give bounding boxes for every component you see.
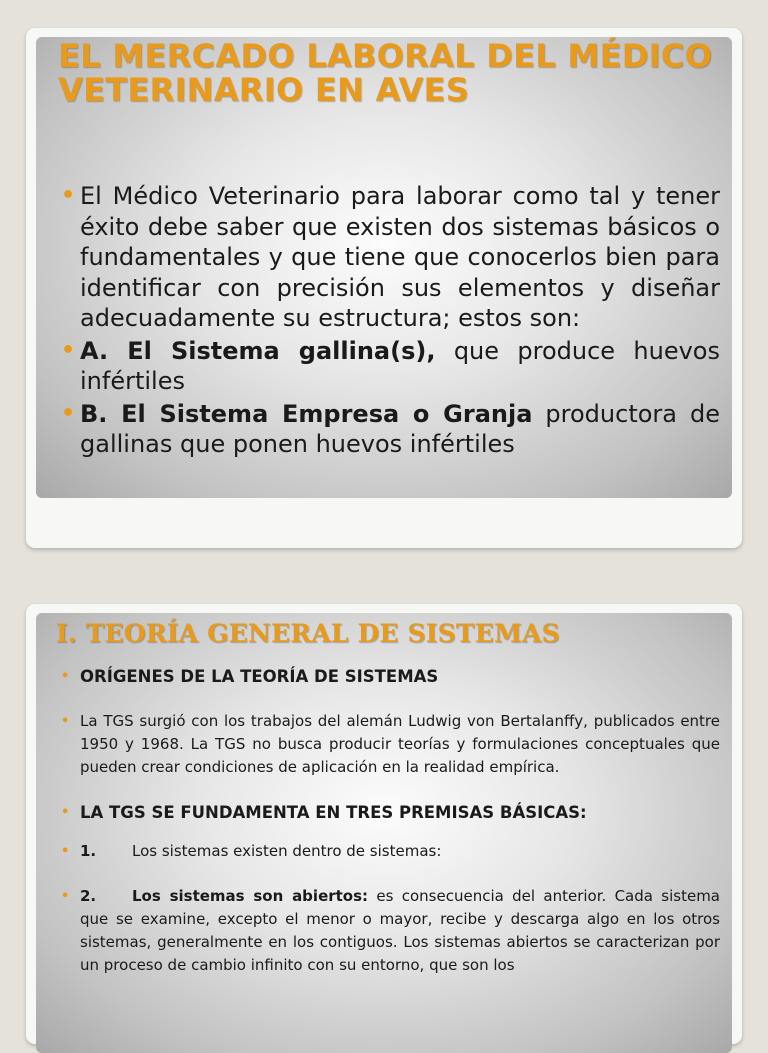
list-item xyxy=(61,885,720,977)
bullet-icon: • xyxy=(61,714,70,729)
section-heading-text: LA TGS SE FUNDAMENTA EN TRES PREMISAS BÁSICAS: xyxy=(80,803,587,822)
slide-1-title: EL MERCADO LABORAL DEL MÉDICO VETERINARIO EN AVES xyxy=(58,37,713,109)
bullet-bold-text: B. El Sistema Empresa o Granja xyxy=(80,399,533,428)
section-heading xyxy=(61,801,720,824)
item-text: Los sistemas existen dentro de sistemas: xyxy=(132,842,442,860)
item-bold-text: Los sistemas son abiertos: xyxy=(132,887,369,905)
list-item xyxy=(61,840,720,863)
bullet-icon: • xyxy=(61,669,70,684)
slide-1 xyxy=(26,28,742,548)
bullet-item xyxy=(61,399,721,460)
bullet-icon: • xyxy=(61,844,70,859)
paragraph xyxy=(61,710,720,779)
section-heading xyxy=(61,665,720,688)
bullet-icon: • xyxy=(61,400,76,426)
item-text: es consecuencia del anterior. Cada sistema que se examine, excepto el menor o mayor, recibe y descarga algo en los otros sistemas, generalmente en los contiguos. Los sistemas abiertos se caracterizan por un proceso de cambio infinito con su entorno, que son los xyxy=(80,887,720,974)
bullet-icon: • xyxy=(61,183,76,208)
slide-2-title: I. TEORÍA GENERAL DE SISTEMAS xyxy=(56,619,560,648)
bullet-text: que produce huevos infértiles xyxy=(80,336,720,395)
bullet-icon: • xyxy=(61,889,70,904)
slide-2-bullet-list xyxy=(61,665,720,999)
paragraph-text: La TGS surgió con los trabajos del alemán Ludwig von Bertalanffy, publicados entre 1950 y 1968. La TGS no busca producir teorías y formulaciones conceptuales que pueden crear condiciones de aplicación en la realidad empírica. xyxy=(80,712,720,776)
bullet-item xyxy=(61,181,720,334)
section-heading-text: ORÍGENES DE LA TEORÍA DE SISTEMAS xyxy=(80,667,439,686)
item-number: 2. xyxy=(80,887,97,905)
bullet-bold-text: A. El Sistema gallina(s), xyxy=(80,336,436,365)
bullet-text: El Médico Veterinario para laborar como tal y tener éxito debe saber que existen dos sistemas básicos o fundamentales y que tiene que conocerlos bien para identificar con precisión sus elementos y diseñar adecuadamente su estructura; estos son: xyxy=(80,182,720,332)
bullet-icon: • xyxy=(61,805,70,820)
item-number: 1. xyxy=(80,842,97,860)
bullet-text: productora de gallinas que ponen huevos infértiles xyxy=(80,399,721,458)
slide-2-content xyxy=(36,613,732,1053)
slide-1-bullet-list xyxy=(61,181,721,462)
bullet-icon: • xyxy=(61,337,76,363)
slide-2 xyxy=(26,604,742,1044)
bullet-item xyxy=(61,336,720,397)
slide-1-content xyxy=(36,37,732,498)
